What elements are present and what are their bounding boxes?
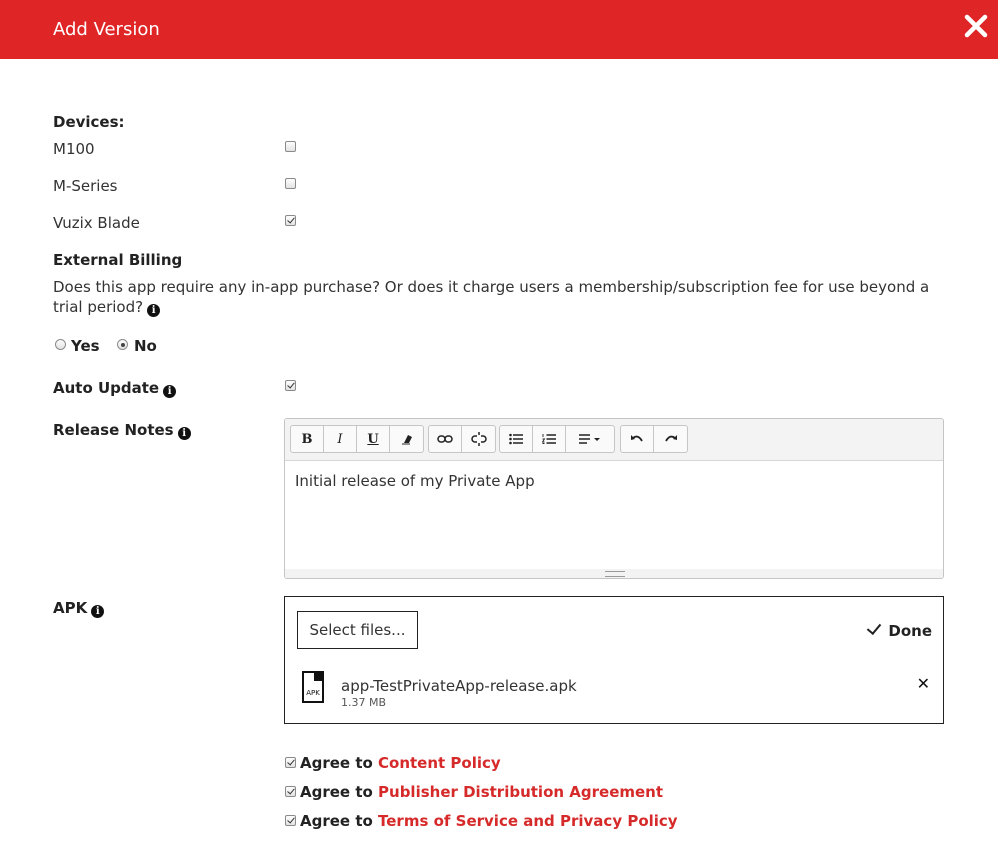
numbered-list-icon — [542, 433, 556, 445]
upload-status-text: Done — [888, 622, 932, 640]
editor-resize-handle[interactable] — [285, 569, 943, 578]
align-dropdown-button[interactable] — [566, 426, 614, 452]
device-label-vuzix-blade: Vuzix Blade — [53, 214, 140, 232]
file-size: 1.37 MB — [341, 696, 387, 709]
link-icon — [437, 434, 453, 444]
clear-format-button[interactable] — [390, 426, 423, 452]
editor-toolbar — [285, 419, 943, 461]
toolbar-group-history — [620, 425, 688, 453]
agree-prefix: Agree to — [300, 783, 379, 801]
billing-question-line2: trial period? — [53, 298, 144, 316]
file-icon — [302, 671, 324, 703]
auto-update-checkbox[interactable] — [285, 380, 296, 391]
toolbar-group-lists — [499, 425, 615, 453]
dialog-title: Add Version — [53, 19, 160, 40]
italic-icon: I — [337, 431, 343, 447]
bullet-list-button[interactable] — [500, 426, 533, 452]
numbered-list-button[interactable] — [533, 426, 566, 452]
agree-prefix: Agree to — [300, 754, 379, 772]
info-icon[interactable]: i — [163, 385, 176, 398]
link-button[interactable] — [429, 426, 462, 452]
info-icon[interactable]: i — [178, 427, 191, 440]
devices-heading: Devices: — [53, 113, 125, 131]
agree-terms — [300, 812, 678, 830]
undo-icon — [630, 434, 644, 444]
select-files-button[interactable]: Select files... — [297, 611, 418, 649]
toolbar-group-link — [428, 425, 496, 453]
external-billing-heading: External Billing — [53, 251, 183, 269]
underline-button[interactable] — [357, 426, 390, 452]
file-type-text: APK — [306, 689, 320, 697]
bullet-list-icon — [509, 433, 523, 445]
billing-option-yes-label: Yes — [71, 337, 100, 355]
undo-button[interactable] — [621, 426, 654, 452]
file-name: app-TestPrivateApp-release.apk — [341, 677, 577, 695]
agree-prefix: Agree to — [300, 812, 379, 830]
file-fold — [314, 671, 324, 681]
billing-option-no-label: No — [134, 337, 157, 355]
billing-question — [53, 278, 953, 317]
device-checkbox-m100[interactable] — [285, 141, 296, 152]
apk-label: APK — [53, 599, 88, 617]
billing-radio-no[interactable] — [117, 339, 128, 350]
release-notes-label-wrap — [53, 421, 191, 440]
unlink-icon — [471, 432, 487, 446]
toolbar-group-format — [290, 425, 424, 453]
close-icon[interactable] — [962, 12, 990, 40]
info-icon[interactable]: i — [147, 304, 160, 317]
content-policy-link[interactable]: Content Policy — [378, 754, 501, 772]
clear-format-icon — [401, 433, 413, 445]
bold-button[interactable] — [291, 426, 324, 452]
info-icon[interactable]: i — [91, 605, 104, 618]
apk-label-wrap — [53, 599, 104, 618]
align-dropdown-icon — [579, 433, 601, 445]
billing-question-line2-wrap — [53, 298, 953, 317]
device-checkbox-vuzix-blade[interactable] — [285, 215, 296, 226]
apk-upload — [284, 596, 944, 724]
agree-content-policy — [300, 754, 501, 772]
device-label-m100: M100 — [53, 140, 95, 158]
unlink-button[interactable] — [462, 426, 495, 452]
billing-question-line1: Does this app require any in-app purchase? Or does it charge users a membership/subscription fee for use beyond a — [53, 278, 930, 296]
dialog-header — [0, 0, 998, 59]
agree-checkbox-terms[interactable] — [285, 815, 296, 826]
agree-checkbox-content-policy[interactable] — [285, 757, 296, 768]
agree-checkbox-publisher-agreement[interactable] — [285, 786, 296, 797]
remove-file-icon[interactable]: ✕ — [916, 674, 930, 693]
check-icon — [867, 620, 881, 635]
agree-publisher-agreement — [300, 783, 663, 801]
auto-update-label: Auto Update — [53, 379, 160, 397]
device-checkbox-m-series[interactable] — [285, 178, 296, 189]
auto-update-label-wrap — [53, 379, 176, 398]
terms-link[interactable]: Terms of Service and Privacy Policy — [378, 812, 678, 830]
italic-button[interactable] — [324, 426, 357, 452]
upload-status — [870, 621, 932, 640]
bold-icon: B — [301, 431, 313, 447]
resize-grip-icon — [605, 571, 625, 577]
billing-radio-yes[interactable] — [55, 339, 66, 350]
redo-icon — [664, 434, 678, 444]
redo-button[interactable] — [654, 426, 687, 452]
release-notes-editor[interactable] — [284, 418, 944, 579]
device-label-m-series: M-Series — [53, 177, 118, 195]
editor-content[interactable]: Initial release of my Private App — [295, 472, 535, 490]
publisher-agreement-link[interactable]: Publisher Distribution Agreement — [378, 783, 664, 801]
underline-icon: U — [367, 431, 379, 447]
release-notes-label: Release Notes — [53, 421, 174, 439]
